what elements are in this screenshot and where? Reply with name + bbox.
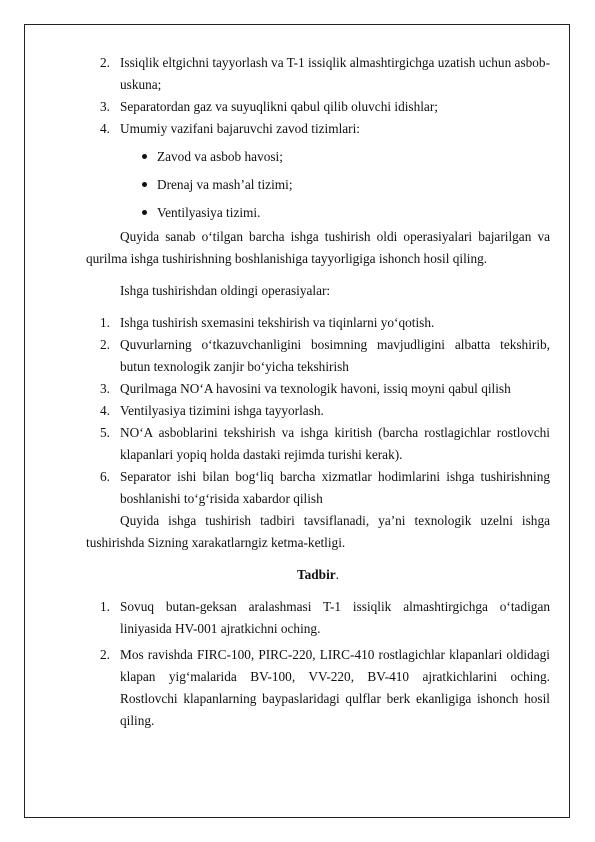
list-text: NO‘A asboblarini tekshirish va ishga kiritish (barcha rostlagichlar rostlovchi klapanlari yopiq holda dastaki rejimda turishi kerak). [120, 425, 550, 462]
heading-text: Tadbir [296, 567, 336, 582]
list-text: Quvurlarning o‘tkazuvchanligini bosimning mavjudligini albatta tekshirib, butun texnologik zanjir bo‘yicha tekshirish [120, 337, 550, 374]
document-body [86, 52, 550, 732]
list-item [86, 118, 550, 140]
list-item [86, 596, 550, 640]
paragraph: Ishga tushirishdan oldingi operasiyalar: [120, 283, 331, 298]
list-number: 1. [100, 315, 110, 330]
list-item [86, 52, 550, 96]
plant-systems-list [86, 146, 550, 224]
list-number: 4. [100, 403, 110, 418]
section-heading [86, 564, 550, 586]
list-item [86, 644, 550, 732]
list-text: Ishga tushirish sxemasini tekshirish va tiqinlarni yo‘qotish. [120, 315, 435, 330]
list-text: Separatordan gaz va suyuqlikni qabul qilib oluvchi idishlar; [120, 99, 438, 114]
list-item [86, 378, 550, 400]
paragraph: Quyida ishga tushirish tadbiri tavsiflanadi, ya’ni texnologik uzelni ishga tushirishda Sizning xarakatlarngiz ketma-ketligi. [86, 513, 550, 550]
list-number: 2. [100, 647, 110, 662]
heading-period: . [335, 567, 339, 582]
list-number: 2. [100, 337, 110, 352]
list-number: 3. [100, 381, 110, 396]
list-item [86, 466, 550, 510]
bullet-icon [142, 154, 147, 159]
list-item [86, 334, 550, 378]
list-number: 6. [100, 469, 110, 484]
list-item [86, 312, 550, 334]
procedure-steps-list [86, 596, 550, 732]
paragraph: Quyida sanab o‘tilgan barcha ishga tushirish oldi operasiyalari bajarilgan va qurilma ishga tushirishning boshlanishiga tayyorligiga ishonch hosil qiling. [86, 229, 550, 266]
list-text: Sovuq butan-geksan aralashmasi T-1 issiqlik almashtirgichga o‘tadigan liniyasida HV-001 ajratkichni oching. [120, 599, 550, 636]
equipment-list [86, 52, 550, 140]
bullet-icon [142, 210, 147, 215]
bullet-text: Drenaj va mash’al tizimi; [157, 177, 293, 192]
bullet-item [86, 174, 550, 196]
list-text: Mos ravishda FIRC-100, PIRC-220, LIRC-410 rostlagichlar klapanlari oldidagi klapan yig‘malarida BV-100, VV-220, BV-410 ajratkichlarini oching. Rostlovchi klapanlarning baypaslaridagi qulflar berk ekanligiga ishonch hosil qiling. [120, 647, 550, 728]
preliminary-operations-list [86, 312, 550, 510]
list-number: 2. [100, 55, 110, 70]
list-number: 1. [100, 599, 110, 614]
list-item [86, 96, 550, 118]
bullet-icon [142, 182, 147, 187]
list-text: Qurilmaga NO‘A havosini va texnologik havoni, issiq moyni qabul qilish [120, 381, 511, 396]
list-number: 4. [100, 121, 110, 136]
list-number: 3. [100, 99, 110, 114]
list-text: Issiqlik eltgichni tayyorlash va T-1 issiqlik almashtirgichga uzatish uchun asbob-uskuna; [120, 55, 550, 92]
bullet-text: Ventilyasiya tizimi. [157, 205, 261, 220]
bullet-text: Zavod va asbob havosi; [157, 149, 283, 164]
list-number: 5. [100, 425, 110, 440]
bullet-item [86, 202, 550, 224]
list-text: Ventilyasiya tizimini ishga tayyorlash. [120, 403, 324, 418]
list-item [86, 400, 550, 422]
list-text: Umumiy vazifani bajaruvchi zavod tizimlari: [120, 121, 360, 136]
list-text: Separator ishi bilan bog‘liq barcha xizmatlar hodimlarini ishga tushirishning boshlanishi to‘g‘risida xabardor qilish [120, 469, 550, 506]
list-item [86, 422, 550, 466]
bullet-item [86, 146, 550, 168]
